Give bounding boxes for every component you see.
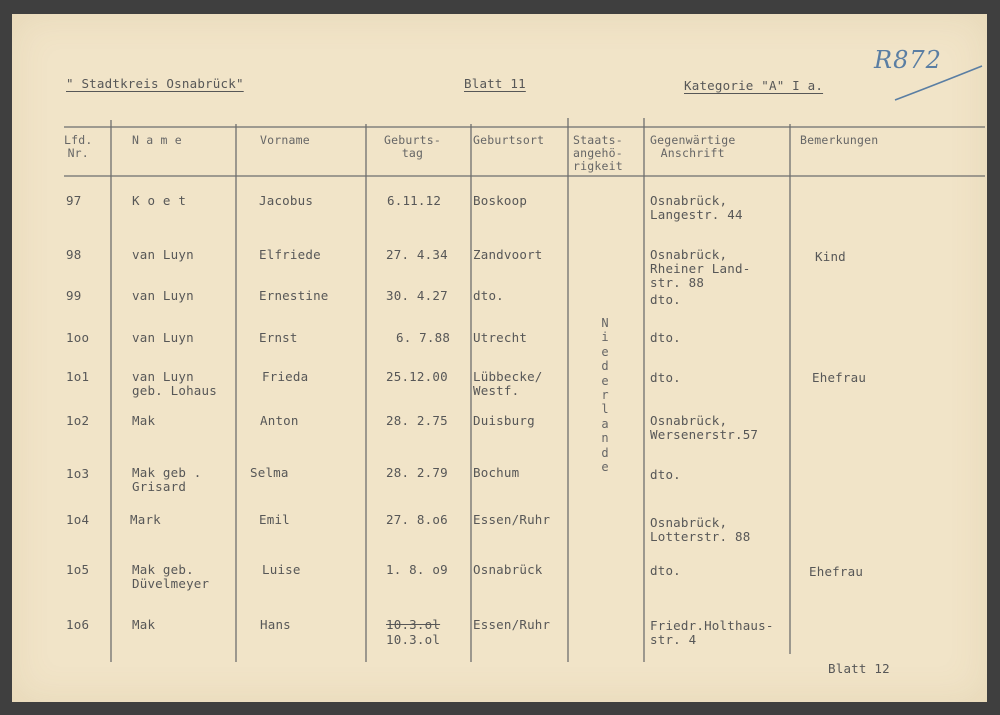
row-name: Mak (132, 617, 156, 632)
row-geburtstag: 27. 8.o6 (386, 512, 448, 527)
row-anschrift: Osnabrück, Rheiner Land- str. 88 (650, 247, 751, 290)
footer-next-sheet: Blatt 12 (828, 661, 890, 676)
row-nr: 1o3 (66, 466, 90, 481)
sheet-number: Blatt 11 (464, 76, 526, 91)
row-geburtsort: Boskoop (473, 193, 528, 208)
row-vorname: Frieda (262, 369, 309, 384)
col-header-lfd-nr: Lfd. Nr. (64, 133, 93, 160)
row-geburtstag: 10.3.ol (386, 632, 441, 647)
row-name: Mak geb. Düvelmeyer (132, 562, 210, 591)
row-anschrift: Friedr.Holthaus- str. 4 (650, 618, 774, 647)
row-anschrift: Osnabrück, Wersenerstr.57 (650, 413, 759, 442)
table-grid (12, 14, 987, 702)
row-anschrift: dto. (650, 467, 681, 482)
row-geburtsort: Zandvoort (473, 247, 543, 262)
col-header-geburtsort: Geburtsort (473, 133, 545, 147)
row-nr: 97 (66, 193, 82, 208)
row-nr: 98 (66, 247, 82, 262)
row-name: van Luyn geb. Lohaus (132, 369, 217, 398)
row-vorname: Anton (260, 413, 299, 428)
col-header-name: N a m e (132, 133, 182, 147)
row-geburtsort: Essen/Ruhr (473, 617, 551, 632)
row-geburtsort: Utrecht (473, 330, 528, 345)
row-nr: 1oo (66, 330, 90, 345)
row-geburtstag: 25.12.00 (386, 369, 448, 384)
row-nr: 1o6 (66, 617, 90, 632)
row-nr: 1o5 (66, 562, 90, 577)
row-geburtstag: 6. 7.88 (396, 330, 451, 345)
col-header-bemerkungen: Bemerkungen (800, 133, 879, 147)
row-vorname: Selma (250, 465, 289, 480)
nationality-vertical: Niederlande (601, 316, 609, 475)
row-geburtsort: Osnabrück (473, 562, 543, 577)
row-vorname: Luise (262, 562, 301, 577)
row-vorname: Elfriede (259, 247, 321, 262)
row-name: van Luyn (132, 330, 194, 345)
row-anschrift: dto. (650, 330, 681, 345)
row-bemerkungen: Ehefrau (812, 370, 867, 385)
row-geburtsort: dto. (473, 288, 504, 303)
row-anschrift: dto. (650, 563, 681, 578)
row-vorname: Jacobus (259, 193, 314, 208)
row-nr: 1o2 (66, 413, 90, 428)
row-geburtsort: Duisburg (473, 413, 535, 428)
col-header-anschrift: Gegenwärtige Anschrift (650, 133, 736, 160)
col-header-staatsangehoerigkeit: Staats- angehö- rigkeit (573, 133, 623, 173)
col-header-vorname: Vorname (260, 133, 310, 147)
row-name: Mak (132, 413, 156, 428)
row-name: Mark (130, 512, 161, 527)
row-geburtstag: 28. 2.79 (386, 465, 448, 480)
row-bemerkungen: Kind (815, 249, 846, 264)
row-name: K o e t (132, 193, 187, 208)
handwritten-reference: R872 (874, 46, 942, 74)
row-nr: 99 (66, 288, 82, 303)
row-anschrift: dto. (650, 292, 681, 307)
row-anschrift: Osnabrück, Lotterstr. 88 (650, 515, 751, 544)
row-vorname: Emil (259, 512, 290, 527)
category: Kategorie "A" I a. (684, 78, 824, 93)
row-geburtstag: 30. 4.27 (386, 288, 448, 303)
col-header-geburtstag: Geburts- tag (384, 133, 441, 160)
row-vorname: Ernestine (259, 288, 329, 303)
row-vorname: Ernst (259, 330, 298, 345)
row-nr: 1o4 (66, 512, 90, 527)
row-name: van Luyn (132, 247, 194, 262)
row-vorname: Hans (260, 617, 291, 632)
row-geburtsort: Essen/Ruhr (473, 512, 551, 527)
row-geburtstag: 27. 4.34 (386, 247, 448, 262)
row-geburtstag: 1. 8. o9 (386, 562, 448, 577)
register-card (12, 14, 987, 702)
row-name: van Luyn (132, 288, 194, 303)
row-anschrift: dto. (650, 370, 681, 385)
row-geburtsort: Lübbecke/ Westf. (473, 369, 543, 398)
row-geburtstag-struck: 10.3.ol (386, 617, 441, 632)
district-title: " Stadtkreis Osnabrück" (66, 76, 244, 91)
row-geburtsort: Bochum (473, 465, 520, 480)
row-anschrift: Osnabrück, Langestr. 44 (650, 193, 743, 222)
row-name: Mak geb . Grisard (132, 465, 202, 494)
row-geburtstag: 6.11.12 (387, 193, 442, 208)
row-geburtstag: 28. 2.75 (386, 413, 448, 428)
row-bemerkungen: Ehefrau (809, 564, 864, 579)
row-nr: 1o1 (66, 369, 90, 384)
